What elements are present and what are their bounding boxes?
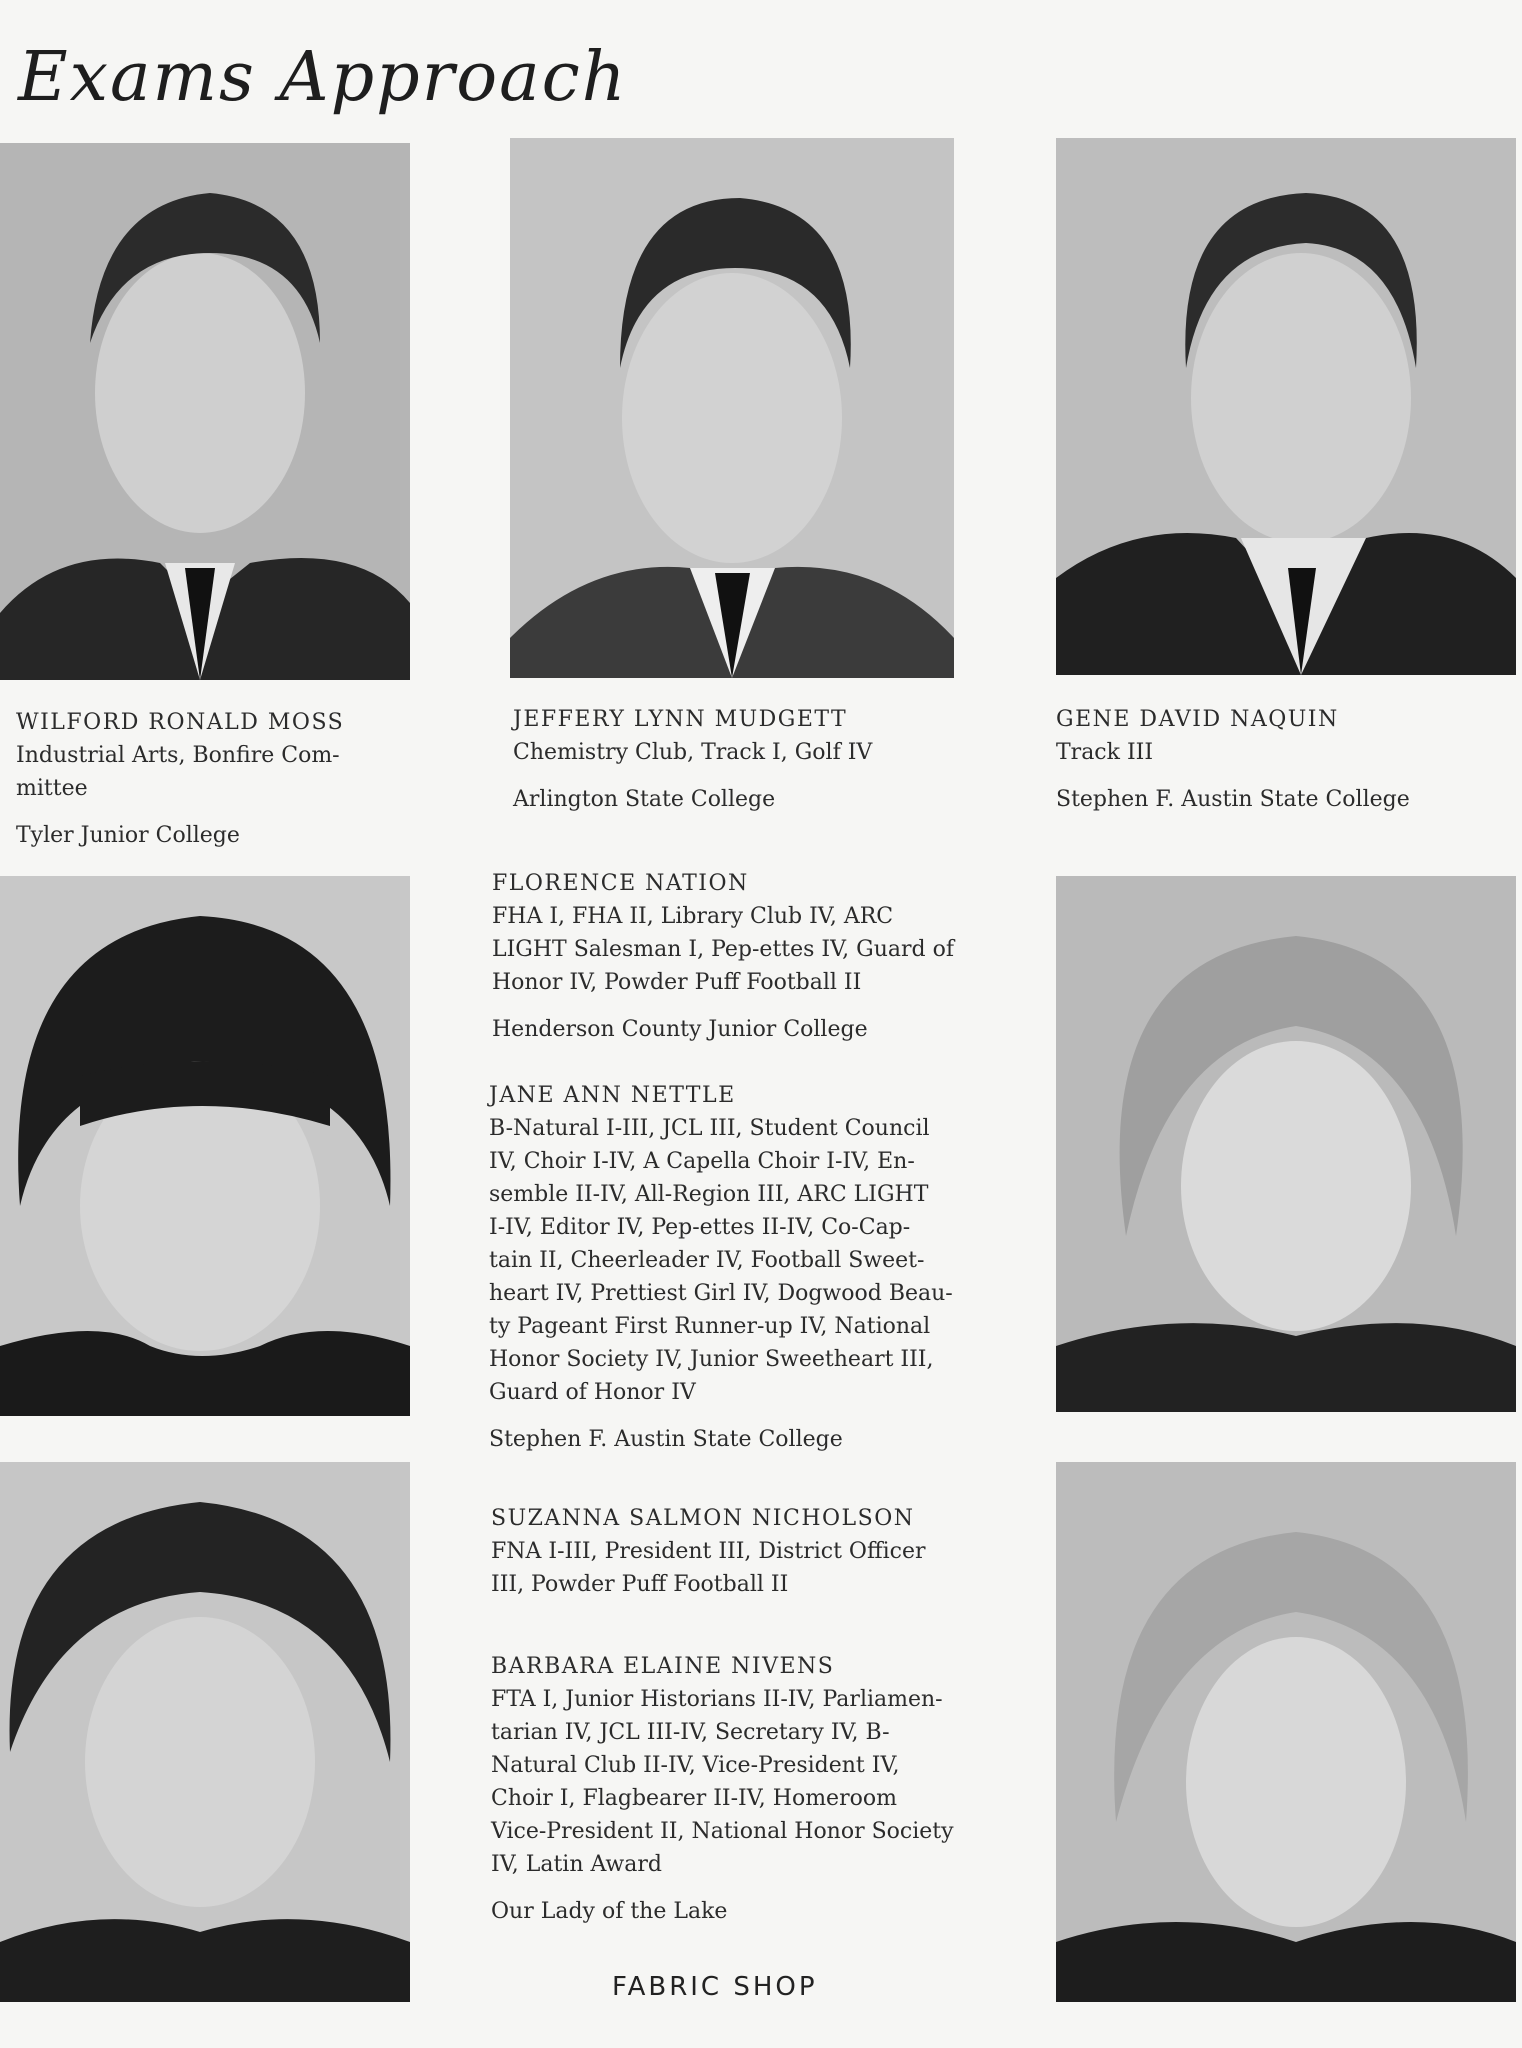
portrait-photo-mudgett <box>510 138 954 678</box>
student-name: WILFORD RONALD MOSS <box>16 710 345 735</box>
student-activities: Natural Club II-IV, Vice-President IV, <box>491 1753 900 1778</box>
portrait-photo-nation <box>0 876 410 1416</box>
student-activities: IV, Latin Award <box>491 1852 662 1877</box>
student-activities: B-Natural I-III, JCL III, Student Council <box>489 1116 930 1141</box>
student-college: Our Lady of the Lake <box>491 1899 728 1924</box>
portrait-photo-moss <box>0 143 410 680</box>
student-activities: heart IV, Prettiest Girl IV, Dogwood Beau- <box>489 1281 953 1306</box>
student-activities: ty Pageant First Runner-up IV, National <box>489 1314 931 1339</box>
student-activities: Vice-President II, National Honor Society <box>491 1819 954 1844</box>
caption-nation <box>492 867 1012 1046</box>
sponsor-footer: FABRIC SHOP <box>612 1972 818 2002</box>
student-college: Stephen F. Austin State College <box>489 1427 843 1452</box>
student-activities: tain II, Cheerleader IV, Football Sweet- <box>489 1248 925 1273</box>
portrait-photo-naquin <box>1056 138 1516 675</box>
student-college: Henderson County Junior College <box>492 1017 868 1042</box>
caption-moss <box>16 706 436 852</box>
student-name: JANE ANN NETTLE <box>489 1083 736 1108</box>
student-activities: Honor Society IV, Junior Sweetheart III, <box>489 1347 934 1372</box>
student-name: BARBARA ELAINE NIVENS <box>491 1654 835 1679</box>
student-activities: FHA I, FHA II, Library Club IV, ARC <box>492 904 894 929</box>
caption-nicholson <box>491 1502 1011 1601</box>
student-activities: Chemistry Club, Track I, Golf IV <box>513 740 873 765</box>
student-college: Tyler Junior College <box>16 823 240 848</box>
student-activities: FNA I-III, President III, District Officer <box>491 1539 926 1564</box>
student-activities: Choir I, Flagbearer II-IV, Homeroom <box>491 1786 897 1811</box>
student-college: Stephen F. Austin State College <box>1056 787 1410 812</box>
student-activities: III, Powder Puff Football II <box>491 1572 789 1597</box>
student-activities: Track III <box>1056 740 1154 765</box>
student-name: GENE DAVID NAQUIN <box>1056 707 1339 732</box>
student-name: SUZANNA SALMON NICHOLSON <box>491 1506 915 1531</box>
page-title: Exams Approach <box>18 38 628 117</box>
student-activities: Honor IV, Powder Puff Football II <box>492 970 862 995</box>
student-activities: I-IV, Editor IV, Pep-ettes II-IV, Co-Cap- <box>489 1215 911 1240</box>
student-college: Arlington State College <box>513 787 776 812</box>
portrait-photo-nivens <box>1056 1462 1516 2002</box>
caption-naquin <box>1056 703 1516 816</box>
student-name: JEFFERY LYNN MUDGETT <box>513 707 848 732</box>
portrait-photo-nettle <box>1056 876 1516 1412</box>
student-activities: IV, Choir I-IV, A Capella Choir I-IV, En- <box>489 1149 915 1174</box>
student-activities: FTA I, Junior Historians II-IV, Parliamen- <box>491 1687 943 1712</box>
caption-nettle <box>489 1079 1009 1456</box>
student-activities: mittee <box>16 776 88 801</box>
student-activities: Industrial Arts, Bonfire Com- <box>16 743 340 768</box>
portrait-photo-nicholson <box>0 1462 410 2002</box>
student-activities: Guard of Honor IV <box>489 1380 696 1405</box>
caption-mudgett <box>513 703 973 816</box>
student-activities: tarian IV, JCL III-IV, Secretary IV, B- <box>491 1720 890 1745</box>
student-name: FLORENCE NATION <box>492 871 749 896</box>
caption-nivens <box>491 1650 1011 1928</box>
student-activities: LIGHT Salesman I, Pep-ettes IV, Guard of <box>492 937 954 962</box>
student-activities: semble II-IV, All-Region III, ARC LIGHT <box>489 1182 929 1207</box>
